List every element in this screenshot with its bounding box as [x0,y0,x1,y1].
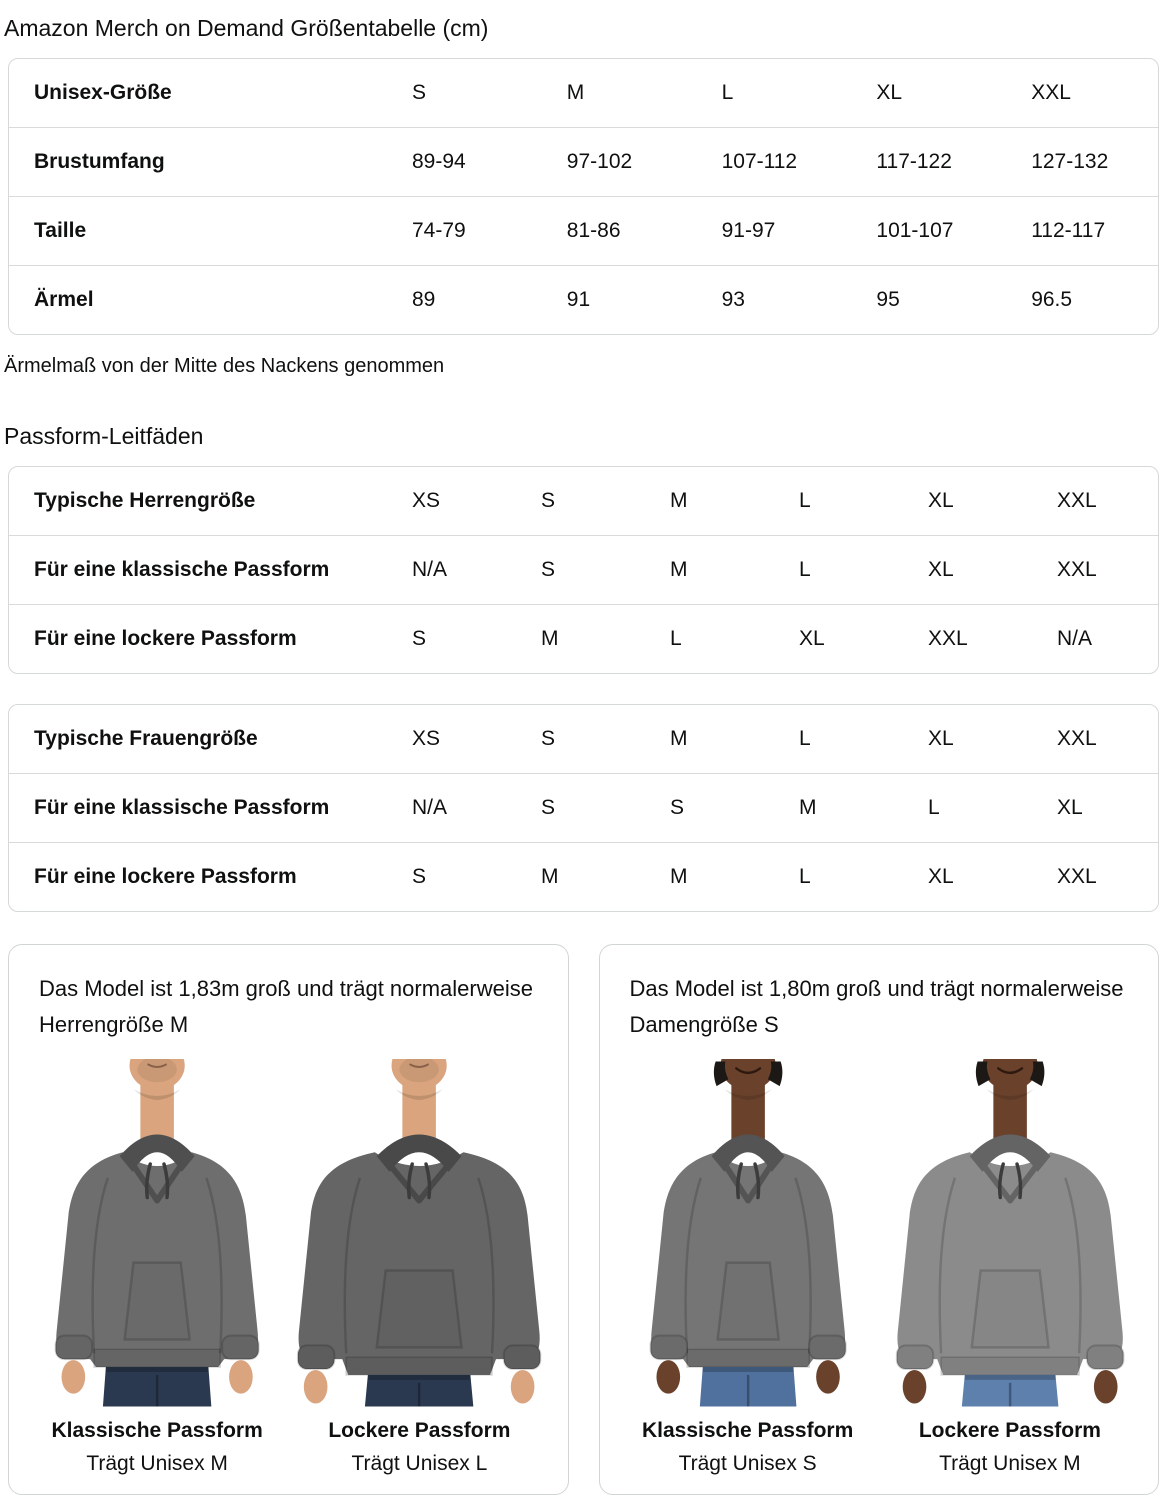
row-label: Ärmel [34,287,94,311]
person-hoodie-illustration [29,1059,285,1409]
cell-value: S [541,488,556,512]
model-figure [29,1059,285,1480]
worn-size-label: Trägt Unisex L [351,1451,488,1475]
table-row [9,535,1158,604]
cell-value: 96.5 [1031,287,1073,311]
unisex-size-table [8,58,1159,335]
cell-value: L [799,864,811,888]
cell-value: M [670,557,688,581]
row-label: Taille [34,218,87,242]
cell-value: 74-79 [412,218,466,242]
table-row [9,604,1158,673]
table-row [9,842,1158,911]
cell-value: S [670,795,685,819]
model-photo [882,1059,1138,1409]
worn-size-label: Trägt Unisex M [86,1451,228,1475]
model-photo [620,1059,876,1409]
cell-value: XL [928,488,954,512]
cell-value: S [541,557,556,581]
fit-label: Lockere Passform [328,1418,511,1442]
cell-value: XL [876,80,903,104]
cell-value: M [541,626,559,650]
model-photo [291,1059,547,1409]
row-label: Brustumfang [34,149,165,173]
cell-value: N/A [412,795,448,819]
person-hoodie-illustration [291,1059,547,1409]
worn-size-label: Trägt Unisex S [678,1451,817,1475]
figure-caption [882,1419,1138,1476]
cell-value: S [541,726,556,750]
sleeve-measure-note: Ärmelmaß von der Mitte des Nackens genommen [4,354,445,377]
cell-value: XXL [1057,726,1097,750]
cell-value: M [541,864,559,888]
fit-label: Klassische Passform [641,1418,854,1442]
cell-value: 127-132 [1031,149,1109,173]
model-figures [29,1059,548,1480]
model-description: Das Model ist 1,80m groß und trägt normalerweise Damengröße S [629,975,1124,1037]
cell-value: L [670,626,682,650]
cell-value: L [721,80,734,104]
model-card [599,944,1160,1495]
cell-value: L [799,726,811,750]
table-row [9,773,1158,842]
fit-label: Lockere Passform [918,1418,1101,1442]
cell-value: L [799,488,811,512]
cell-value: 107-112 [721,149,798,173]
figure-caption [620,1419,876,1476]
cell-value: 95 [876,287,900,311]
table-row [9,705,1158,773]
cell-value: M [670,488,688,512]
cell-value: S [541,795,556,819]
table-row [9,265,1158,334]
row-label: Unisex-Größe [34,80,172,104]
cell-value: XS [412,726,441,750]
cell-value: 117-122 [876,149,952,173]
cell-value: L [928,795,940,819]
row-label: Für eine klassische Passform [34,795,330,819]
cell-value: 89 [412,287,436,311]
model-figure [620,1059,876,1480]
cell-value: N/A [412,557,448,581]
model-photo [29,1059,285,1409]
row-label: Für eine klassische Passform [34,557,330,581]
row-label: Für eine lockere Passform [34,626,297,650]
cell-value: XXL [1057,488,1097,512]
cell-value: XL [799,626,825,650]
cell-value: M [670,726,688,750]
fit-guides-title: Passform-Leitfäden [4,422,204,449]
row-label: Für eine lockere Passform [34,864,297,888]
cell-value: XXL [1057,864,1097,888]
fit-label: Klassische Passform [51,1418,263,1442]
cell-value: 93 [721,287,745,311]
cell-value: 101-107 [876,218,954,242]
cell-value: XL [928,864,954,888]
cell-value: XXL [1057,557,1097,581]
worn-size-label: Trägt Unisex M [939,1451,1081,1475]
figure-caption [291,1419,547,1476]
table-row [9,127,1158,196]
cell-value: 91 [566,287,591,311]
table-row [9,196,1158,265]
row-label: Typische Frauengröße [34,726,258,750]
model-figure [291,1059,547,1480]
womens-fit-table [8,704,1159,912]
cell-value: 97-102 [566,149,633,173]
cell-value: XXL [928,626,968,650]
cell-value: 91-97 [721,218,776,242]
table-row [9,59,1158,127]
cell-value: L [799,557,811,581]
cell-value: XXL [1031,80,1071,104]
person-hoodie-illustration [882,1059,1138,1409]
row-label: Typische Herrengröße [34,488,256,512]
cell-value: M [799,795,817,819]
cell-value: 81-86 [566,218,621,242]
cell-value: M [670,864,688,888]
cell-value: XL [928,726,954,750]
cell-value: XL [928,557,954,581]
figure-caption [29,1419,285,1476]
cell-value: N/A [1057,626,1093,650]
table-row [9,467,1158,535]
page-title: Amazon Merch on Demand Größentabelle (cm) [4,15,489,41]
cell-value: S [412,626,427,650]
cell-value: S [412,80,427,104]
model-figures [620,1059,1139,1480]
model-description: Das Model ist 1,83m groß und trägt normalerweise Herrengröße M [39,975,533,1037]
model-figure [882,1059,1138,1480]
cell-value: 89-94 [412,149,466,173]
model-card [8,944,569,1495]
mens-fit-table [8,466,1159,674]
cell-value: XS [412,488,441,512]
person-hoodie-illustration [620,1059,876,1409]
model-cards [8,944,1159,1495]
cell-value: XL [1057,795,1083,819]
cell-value: M [566,80,585,104]
cell-value: 112-117 [1031,218,1106,242]
cell-value: S [412,864,427,888]
